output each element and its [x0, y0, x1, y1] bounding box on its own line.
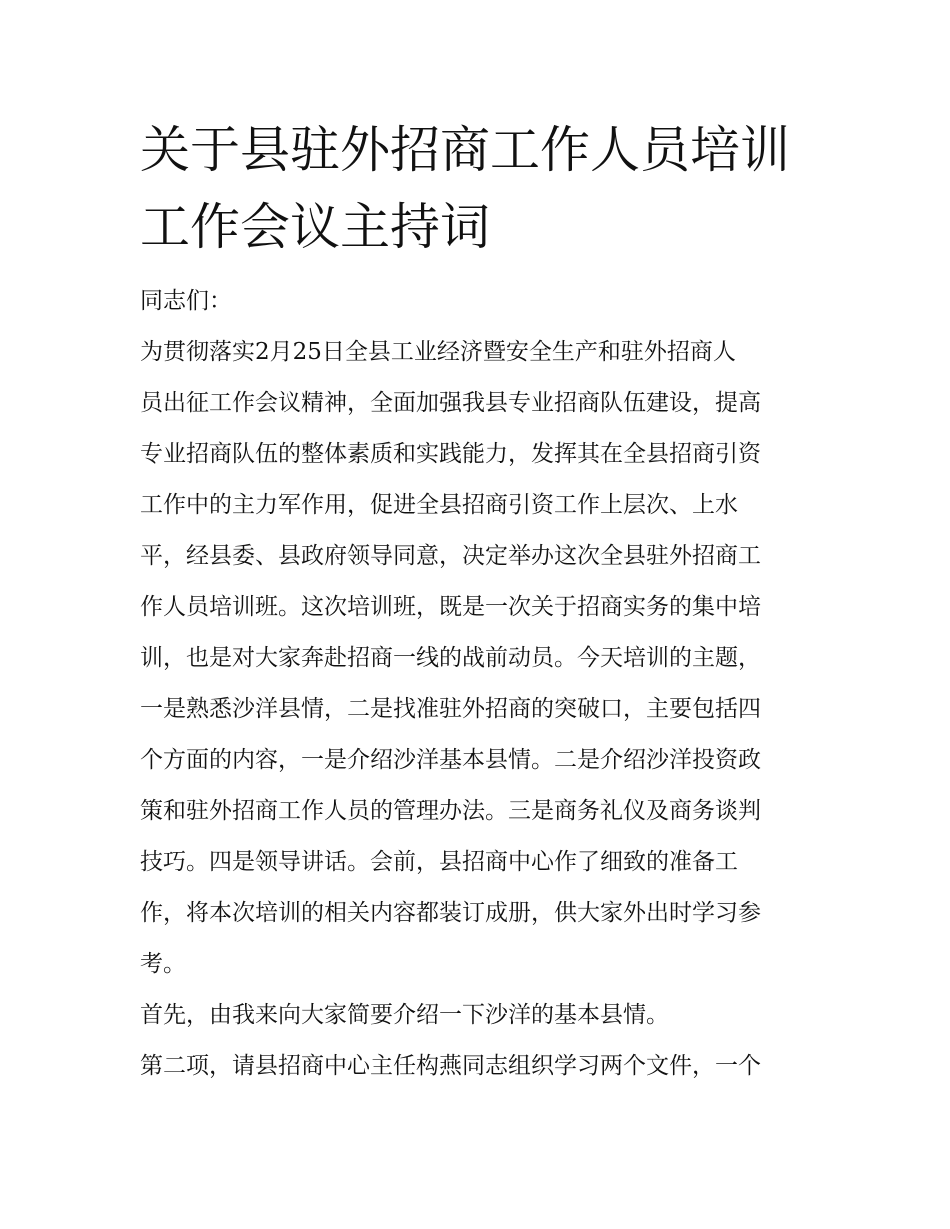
second-item-paragraph: 第二项，请县招商中心主任构燕同志组织学习两个文件，一个	[140, 1053, 761, 1079]
document-title: 关于县驻外招商工作人员培训 工作会议主持词	[140, 121, 790, 256]
salutation-paragraph: 同志们：	[140, 288, 232, 314]
document-body	[140, 276, 820, 1092]
intro-paragraph: 为贯彻落实2月25日全县工业经济暨安全生产和驻外招商人 员出征工作会议精神，全面加强我县专业招商队伍建设，提高 专业招商队伍的整体素质和实践能力，发挥其在全县招商引资 工作中的主力军作用，促进全县招商引资工作上层次、上水 平，经县委、县政府领导同意，决定举办这次全县驻外招商工 作人员培训班。这次培训班，既是一次关于招商实务的集中培 训，也是对大家奔赴招商一线的战前动员。今天培训的主题， 一是熟悉沙洋县情，二是找准驻外招商的突破口，主要包括四 个方面的内容，一是介绍沙洋基本县情。二是介绍沙洋投资政 策和驻外招商工作人员的管理办法。三是商务礼仪及商务谈判 技巧。四是领导讲话。会前，县招商中心作了细致的准备工 作，将本次培训的相关内容都装订成册，供大家外出时学习参 考。	[140, 339, 761, 977]
first-item-paragraph: 首先，由我来向大家简要介绍一下沙洋的基本县情。	[140, 1002, 669, 1028]
